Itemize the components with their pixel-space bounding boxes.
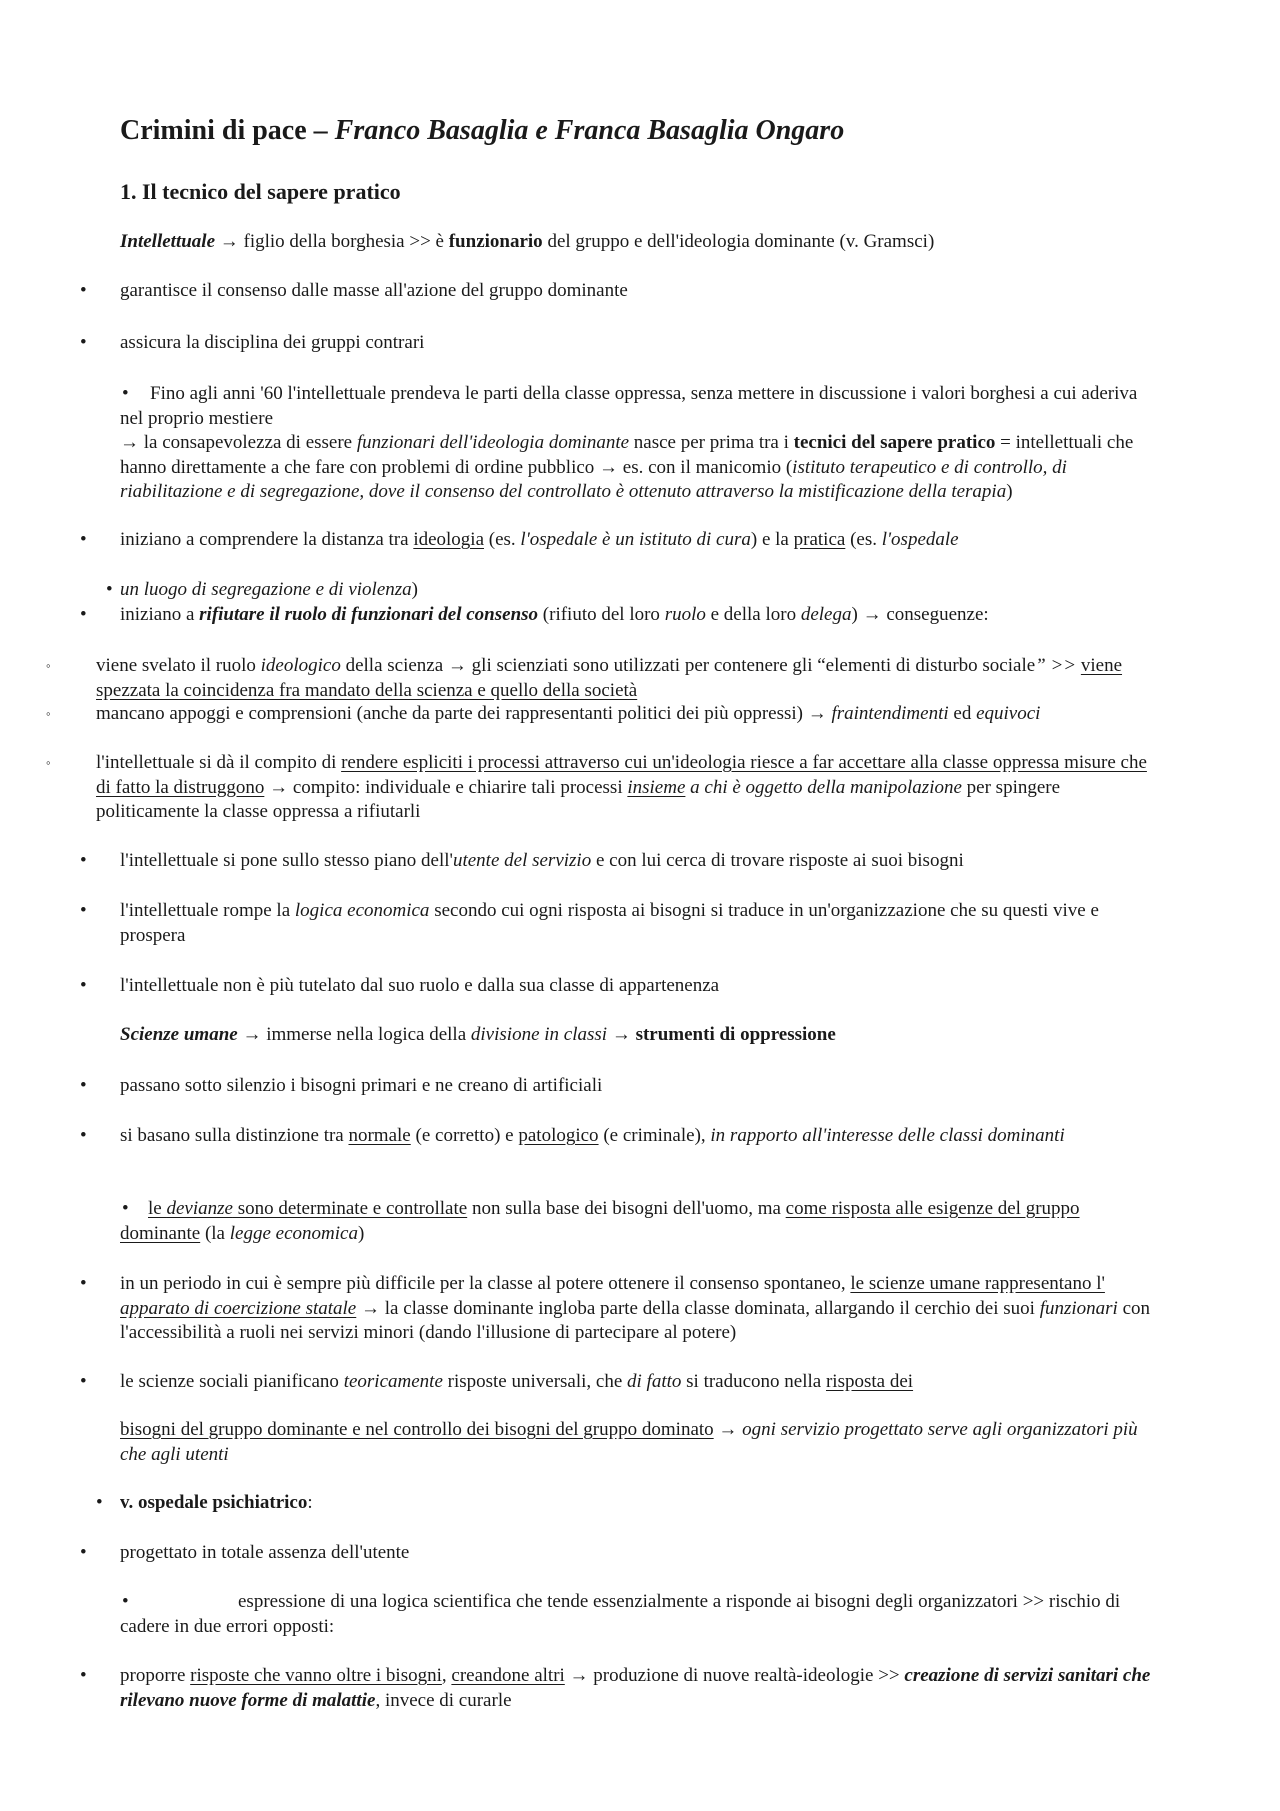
bullet-icon: • <box>80 1665 87 1686</box>
document-title: Crimini di pace – Franco Basaglia e Franca Basaglia Ongaro <box>120 115 845 146</box>
list-item: iniziano a comprendere la distanza tra ideologia (es. l'ospedale è un istituto di cura) e la pratica (es. l'ospedale <box>120 529 959 550</box>
list-item: garantisce il consenso dalle masse all'azione del gruppo dominante <box>120 280 628 301</box>
list-item: proporre risposte che vanno oltre i bisogni, creandone altri → produzione di nuove realtà-ideologie >> creazione di servizi sanitari che rilevano nuove forme di malattie, invece di curarle <box>120 1665 1151 1711</box>
list-item: v. ospedale psichiatrico: <box>120 1492 313 1513</box>
bullet-icon: • <box>80 529 87 550</box>
bullet-icon: • <box>80 1371 87 1392</box>
list-item: l'intellettuale rompe la logica economica secondo cui ogni risposta ai bisogni si traduce in un'organizzazione che su questi vive e prospera <box>120 900 1099 946</box>
bullet-icon: • <box>80 850 87 871</box>
bullet-icon: • <box>80 280 87 301</box>
bullet-icon: • <box>80 604 87 625</box>
list-item: passano sotto silenzio i bisogni primari e ne creano di artificiali <box>120 1075 603 1096</box>
list-item: un luogo di segregazione e di violenza) <box>120 579 418 600</box>
sub-bullet-icon: ◦ <box>46 706 51 721</box>
bullet-icon: • <box>80 332 87 353</box>
bullet-icon: • <box>80 1542 87 1563</box>
sub-bullet-icon: ◦ <box>46 658 51 673</box>
list-item-continuation: bisogni del gruppo dominante e nel controllo dei bisogni del gruppo dominato → ogni servizio progettato serve agli organizzatori più che agli utenti <box>120 1419 1138 1465</box>
bullet-icon: • <box>96 1492 103 1513</box>
bullet-icon: • <box>80 1075 87 1096</box>
bullet-icon: • <box>122 383 129 404</box>
bullet-icon: • <box>122 1591 129 1612</box>
list-item: in un periodo in cui è sempre più difficile per la classe al potere ottenere il consenso spontaneo, le scienze umane rappresentano l' apparato di coercizione statale → la classe dominante ingloba parte della classe dominata, allargando il cerchio dei suoi funzionari con l'accessibilità a ruoli nei servizi minori (dando l'illusione di partecipare al potere) <box>120 1273 1150 1343</box>
list-item: l'intellettuale si pone sullo stesso piano dell'utente del servizio e con lui cerca di trovare risposte ai suoi bisogni <box>120 850 964 871</box>
section-heading: 1. Il tecnico del sapere pratico <box>120 179 401 204</box>
bullet-icon: • <box>80 900 87 921</box>
sub-list-item: mancano appoggi e comprensioni (anche da parte dei rappresentanti politici dei più oppressi) → fraintendimenti ed equivoci <box>96 703 1041 724</box>
sub-bullet-icon: ◦ <box>46 755 51 770</box>
sub-list-item: viene svelato il ruolo ideologico della scienza → gli scienziati sono utilizzati per contenere gli “elementi di disturbo sociale” >> viene spezzata la coincidenza fra mandato della scienza e quello della società <box>96 655 1123 701</box>
list-item: le devianze sono determinate e controllate non sulla base dei bisogni dell'uomo, ma come risposta alle esigenze del gruppo dominante (la legge economica) <box>120 1198 1080 1244</box>
list-item: assicura la disciplina dei gruppi contrari <box>120 332 425 353</box>
bullet-icon: • <box>80 1125 87 1146</box>
list-item: le scienze sociali pianificano teoricamente risposte universali, che di fatto si traducono nella risposta dei <box>120 1371 914 1392</box>
list-item: espressione di una logica scientifica che tende essenzialmente a risponde ai bisogni degli organizzatori >> rischio di cadere in due errori opposti: <box>120 1591 1121 1637</box>
paragraph-scienze-umane: Scienze umane → immerse nella logica della divisione in classi → strumenti di oppressione <box>120 1024 836 1045</box>
list-item: progettato in totale assenza dell'utente <box>120 1542 410 1563</box>
list-item: l'intellettuale non è più tutelato dal suo ruolo e dalla sua classe di appartenenza <box>120 975 720 996</box>
paragraph-intellettuale: Intellettuale → figlio della borghesia >> è funzionario del gruppo e dell'ideologia dominante (v. Gramsci) <box>120 231 935 252</box>
list-item: si basano sulla distinzione tra normale (e corretto) e patologico (e criminale), in rapporto all'interesse delle classi dominanti <box>120 1125 1065 1146</box>
list-item: Fino agli anni '60 l'intellettuale prendeva le parti della classe oppressa, senza mettere in discussione i valori borghesi a cui aderiva nel proprio mestiere → la consapevolezza di essere funzionari dell'ideologia dominante nasce per prima tra i tecnici del sapere pratico = intellettuali che hanno direttamente a che fare con problemi di ordine pubblico → es. con il manicomio (istituto terapeutico e di controllo, di riabilitazione e di segregazione, dove il consenso del controllato è ottenuto attraverso la mistificazione della terapia) <box>120 383 1138 502</box>
sub-list-item: l'intellettuale si dà il compito di rendere espliciti i processi attraverso cui un'ideologia riesce a far accettare alla classe oppressa misure che di fatto la distruggono → compito: individuale e chiarire tali processi insieme a chi è oggetto della manipolazione per spingere politicamente la classe oppressa a rifiutarli <box>96 752 1147 822</box>
bullet-icon: • <box>80 975 87 996</box>
bullet-icon: • <box>80 1273 87 1294</box>
bullet-icon: • <box>106 579 113 600</box>
list-item: iniziano a rifiutare il ruolo di funzionari del consenso (rifiuto del loro ruolo e della loro delega) → conseguenze: <box>120 604 989 625</box>
bullet-icon: • <box>122 1198 129 1219</box>
